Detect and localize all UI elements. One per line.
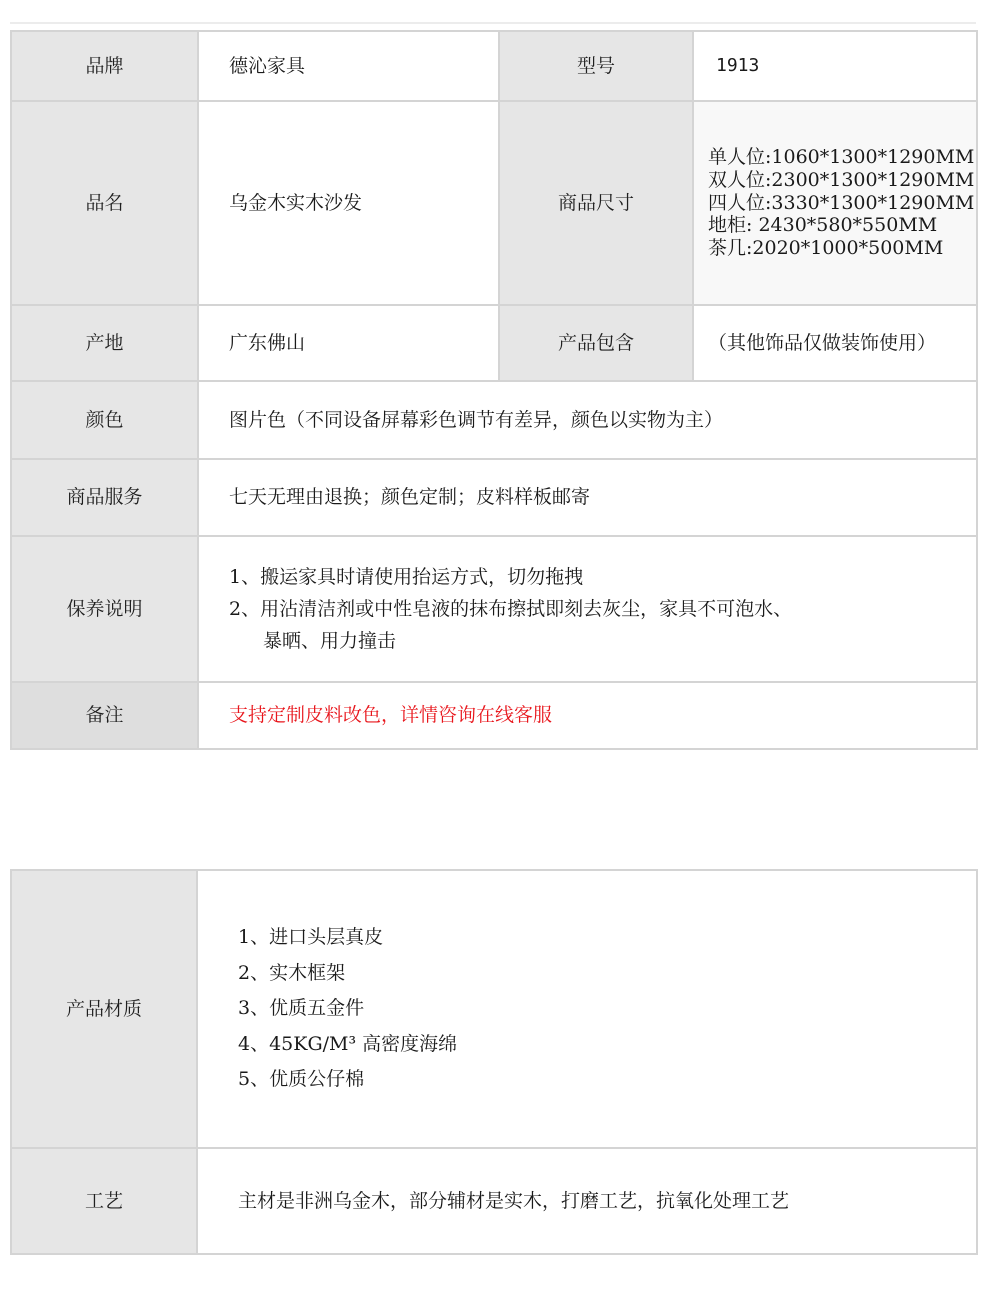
craft-value: 主材是非洲乌金木，部分辅材是实木，打磨工艺，抗氧化处理工艺 — [197, 1148, 977, 1254]
material-table — [10, 869, 978, 1255]
row-origin — [11, 305, 977, 381]
remark-value: 支持定制皮料改色，详情咨询在线客服 — [198, 682, 977, 749]
material-item-2: 2、实木框架 — [238, 961, 346, 984]
material-item-5: 5、优质公仔棉 — [238, 1068, 365, 1091]
row-material — [11, 870, 977, 1148]
service-value: 七天无理由退换；颜色定制；皮料样板邮寄 — [198, 459, 977, 536]
size-label: 商品尺寸 — [499, 101, 693, 305]
size-tv-cabinet: 地柜: 2430*580*550MM — [708, 214, 938, 237]
material-item-1: 1、进口头层真皮 — [238, 926, 384, 949]
origin-value: 广东佛山 — [198, 305, 499, 381]
material-values — [197, 870, 977, 1148]
color-value: 图片色（不同设备屏幕彩色调节有差异，颜色以实物为主） — [198, 381, 977, 459]
model-value: 1913 — [693, 31, 977, 101]
size-tea-table: 茶几:2020*1000*500MM — [708, 237, 944, 260]
color-label: 颜色 — [11, 381, 198, 459]
row-color — [11, 381, 977, 459]
size-single: 单人位:1060*1300*1290MM — [708, 146, 975, 168]
craft-label: 工艺 — [11, 1148, 197, 1254]
top-divider — [10, 22, 976, 24]
name-label: 品名 — [11, 101, 198, 305]
origin-label: 产地 — [11, 305, 198, 381]
row-care — [11, 536, 977, 682]
model-label: 型号 — [499, 31, 693, 101]
material-label: 产品材质 — [11, 870, 197, 1148]
contents-label: 产品包含 — [499, 305, 693, 381]
product-spec-table — [10, 30, 978, 750]
service-label: 商品服务 — [11, 459, 198, 536]
material-item-3: 3、优质五金件 — [238, 997, 365, 1020]
name-value: 乌金木实木沙发 — [198, 101, 499, 305]
row-craft — [11, 1148, 977, 1254]
brand-value: 德沁家具 — [198, 31, 499, 101]
care-item-2: 2、用沾清洁剂或中性皂液的抹布擦拭即刻去灰尘，家具不可泡水、 — [229, 598, 793, 620]
size-double: 双人位:2300*1300*1290MM — [708, 168, 975, 191]
row-service — [11, 459, 977, 536]
row-brand — [11, 31, 977, 101]
care-item-1: 1、搬运家具时请使用抬运方式，切勿拖拽 — [229, 566, 584, 588]
care-label: 保养说明 — [11, 536, 198, 682]
material-item-4: 4、45KG/M³ 高密度海绵 — [238, 1032, 458, 1055]
remark-label: 备注 — [11, 682, 198, 749]
row-remark — [11, 682, 977, 749]
care-item-2-cont: 暴晒、用力撞击 — [263, 630, 397, 652]
row-name-size — [11, 101, 977, 305]
size-values — [693, 101, 977, 305]
brand-label: 品牌 — [11, 31, 198, 101]
care-values — [198, 536, 977, 682]
size-four: 四人位:3330*1300*1290MM — [708, 191, 975, 214]
contents-value: （其他饰品仅做装饰使用） — [693, 305, 977, 381]
